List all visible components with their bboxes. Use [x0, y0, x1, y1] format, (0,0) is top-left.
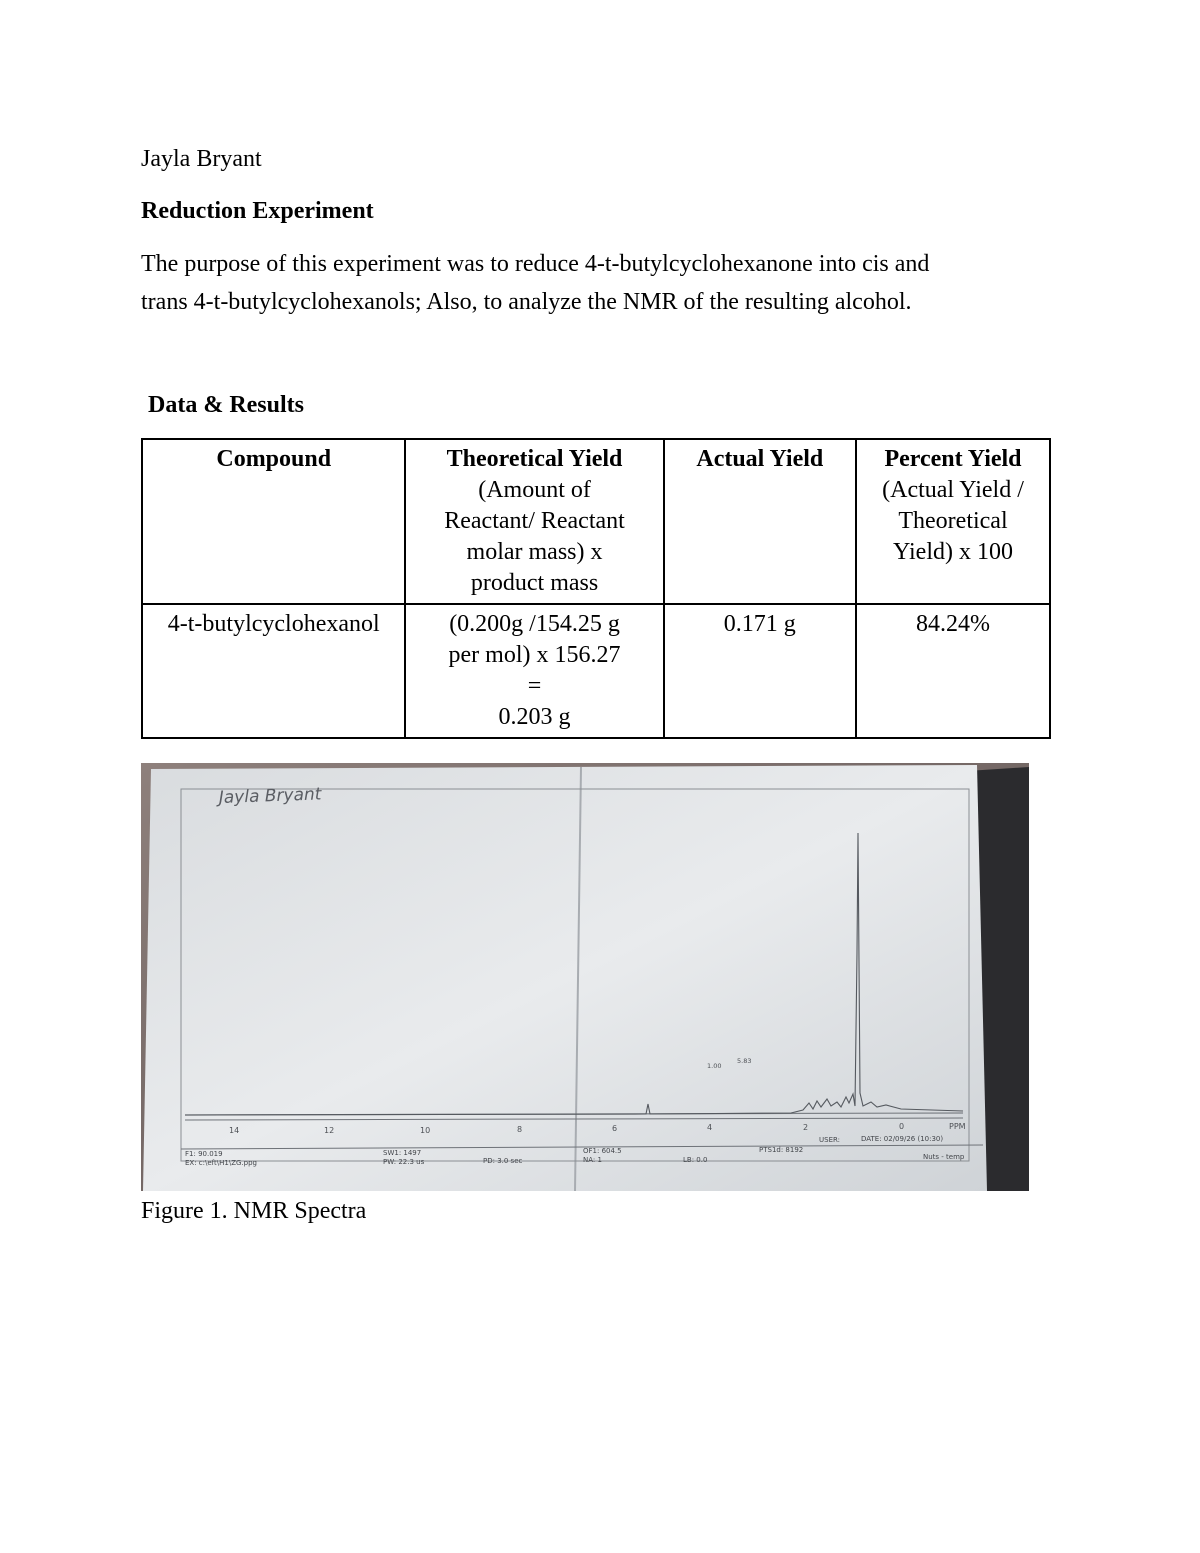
header-actual-yield	[664, 439, 856, 604]
integral-value: 1.00	[707, 1062, 722, 1070]
axis-tick-label: 14	[229, 1126, 240, 1135]
footer-f1: F1: 90.019	[185, 1150, 223, 1158]
footer-lb: LB: 0.0	[683, 1156, 708, 1164]
axis-tick-label: 2	[803, 1123, 809, 1132]
cell-theoretical-yield	[405, 604, 663, 738]
purpose-line-1: The purpose of this experiment was to reduce 4-t-butylcyclohexanone into cis and	[141, 251, 930, 277]
footer-na: NA: 1	[583, 1156, 602, 1164]
cell-theoretical-line: 0.203 g	[498, 704, 571, 730]
results-table	[141, 438, 1051, 739]
document-title: Reduction Experiment	[141, 198, 374, 224]
cell-compound: 4-t-butylcyclohexanol	[142, 604, 405, 738]
data-results-heading: Data & Results	[148, 392, 304, 418]
figure-caption: Figure 1. NMR Spectra	[141, 1198, 367, 1224]
header-actual-label: Actual Yield	[696, 446, 824, 472]
header-theoretical-note: Reactant/ Reactant	[444, 508, 625, 534]
header-compound-label: Compound	[216, 446, 332, 472]
cell-actual-yield: 0.171 g	[664, 604, 856, 738]
footer-pw: PW: 22.3 us	[383, 1158, 425, 1166]
author-name: Jayla Bryant	[141, 146, 262, 172]
header-theoretical-note: molar mass) x	[466, 539, 603, 565]
footer-user: USER:	[819, 1136, 840, 1144]
header-percent-note: (Actual Yield /	[882, 477, 1024, 503]
header-theoretical-note: product mass	[470, 570, 599, 596]
nmr-spectrum-photo	[141, 763, 1029, 1191]
footer-date: DATE: 02/09/26 (10:30)	[861, 1135, 944, 1143]
header-percent-note: Theoretical	[898, 508, 1008, 534]
axis-tick-label: 10	[420, 1126, 431, 1135]
nmr-paper	[143, 765, 987, 1191]
header-theoretical-yield	[405, 439, 663, 604]
cell-theoretical-line: per mol) x 156.27	[448, 642, 621, 668]
header-percent-label: Percent Yield	[884, 446, 1022, 472]
axis-tick-label: 0	[899, 1122, 905, 1131]
header-percent-note: Yield) x 100	[893, 539, 1013, 565]
footer-ex: EX: c:\eft\H1\ZG.ppg	[185, 1159, 257, 1167]
axis-unit-label: PPM	[949, 1122, 966, 1131]
footer-sw: SW1: 1497	[383, 1149, 422, 1157]
table-row	[142, 604, 1050, 738]
footer-nuts: Nuts - temp	[923, 1153, 965, 1161]
axis-tick-label: 12	[324, 1126, 335, 1135]
header-percent-yield	[856, 439, 1050, 604]
cell-theoretical-line: (0.200g /154.25 g	[449, 611, 620, 637]
axis-tick-label: 6	[612, 1124, 618, 1133]
purpose-line-2: trans 4-t-butylcyclohexanols; Also, to analyze the NMR of the resulting alcohol.	[141, 289, 912, 315]
table-header-row	[142, 439, 1050, 604]
cell-theoretical-line: =	[527, 673, 542, 699]
handwritten-name: Jayla Bryant	[218, 784, 322, 808]
header-compound	[142, 439, 405, 604]
footer-of: OF1: 604.5	[583, 1147, 622, 1155]
axis-tick-label: 8	[517, 1125, 523, 1134]
header-theoretical-label: Theoretical Yield	[446, 446, 623, 472]
axis-tick-label: 4	[707, 1123, 713, 1132]
purpose-paragraph	[141, 245, 929, 321]
footer-pts: PTS1d: 8192	[759, 1146, 804, 1154]
footer-pd: PD: 3.0 sec	[483, 1157, 523, 1165]
cell-percent-yield: 84.24%	[856, 604, 1050, 738]
integral-value: 5.83	[737, 1057, 752, 1065]
header-theoretical-note: (Amount of	[478, 477, 591, 503]
